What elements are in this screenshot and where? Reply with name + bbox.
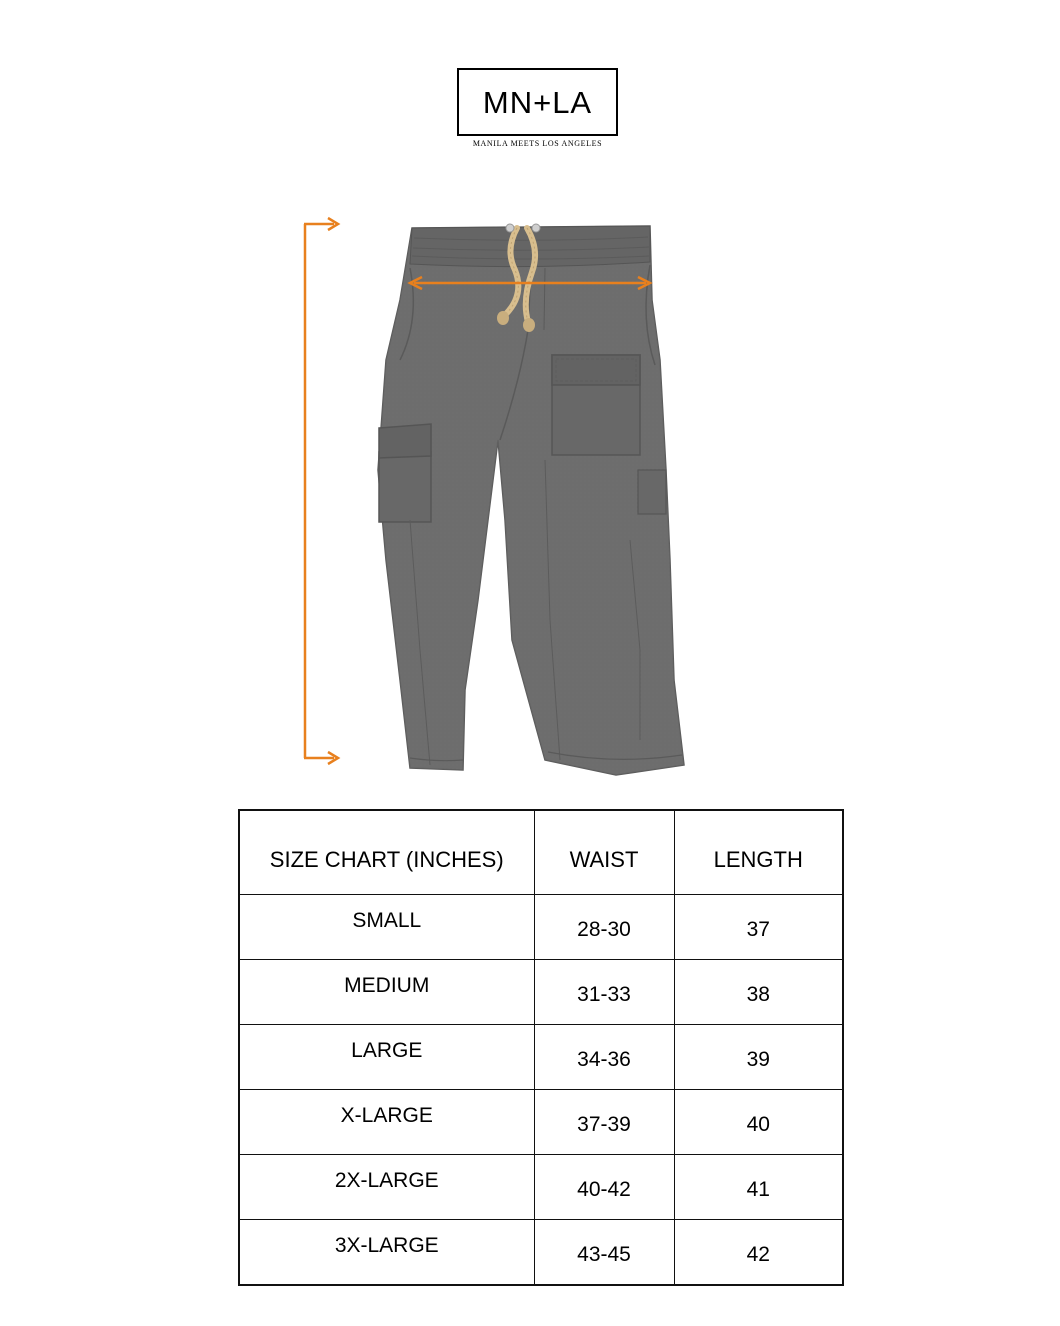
size-chart-table [238, 809, 844, 1286]
table-header-row [239, 810, 843, 895]
length-value: 38 [674, 960, 843, 1025]
table-row [239, 1090, 843, 1155]
length-value: 42 [674, 1220, 843, 1286]
header-length: LENGTH [674, 810, 843, 895]
table-row [239, 895, 843, 960]
size-label: MEDIUM [239, 960, 534, 1025]
size-label: LARGE [239, 1025, 534, 1090]
waist-value: 34-36 [534, 1025, 674, 1090]
size-label: X-LARGE [239, 1090, 534, 1155]
length-value: 37 [674, 895, 843, 960]
length-value: 41 [674, 1155, 843, 1220]
table-row [239, 960, 843, 1025]
waist-value: 43-45 [534, 1220, 674, 1286]
logo-text: MN+LA [482, 84, 593, 120]
header-size: SIZE CHART (INCHES) [239, 810, 534, 895]
cargo-pocket-left [379, 452, 431, 522]
size-label: 3X-LARGE [239, 1220, 534, 1286]
size-label: 2X-LARGE [239, 1155, 534, 1220]
table-row [239, 1025, 843, 1090]
size-label: SMALL [239, 895, 534, 960]
waist-value: 28-30 [534, 895, 674, 960]
waist-value: 37-39 [534, 1090, 674, 1155]
table-row [239, 1220, 843, 1286]
brand-tagline: MANILA MEETS LOS ANGELES [472, 139, 603, 148]
header-waist: WAIST [534, 810, 674, 895]
length-value: 39 [674, 1025, 843, 1090]
length-value: 40 [674, 1090, 843, 1155]
length-measure-arrow [304, 218, 338, 764]
waist-value: 40-42 [534, 1155, 674, 1220]
side-pocket [638, 470, 666, 514]
waist-value: 31-33 [534, 960, 674, 1025]
table-row [239, 1155, 843, 1220]
